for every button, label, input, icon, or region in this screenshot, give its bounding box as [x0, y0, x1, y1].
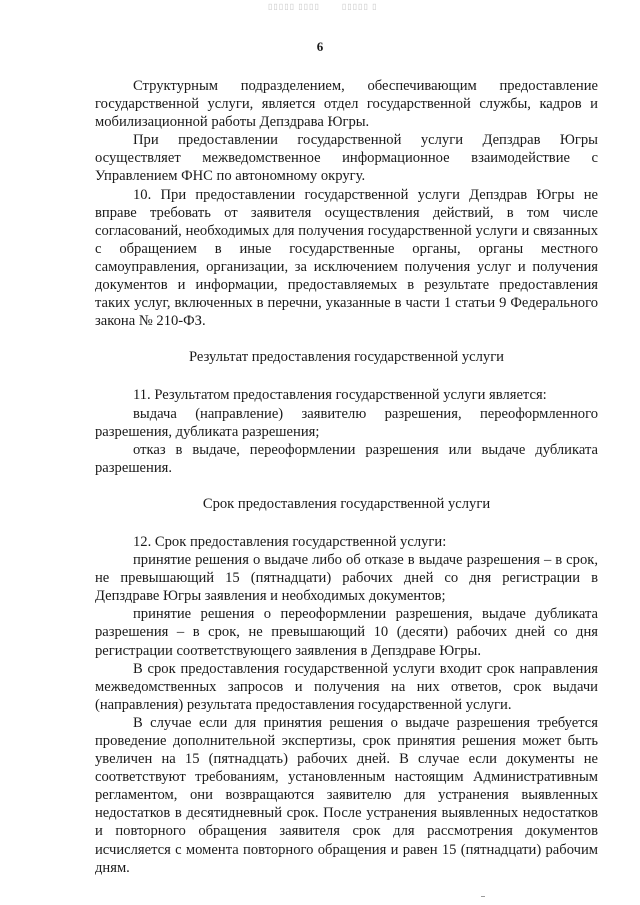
- scan-header-mark: [268, 2, 378, 12]
- paragraph-result-refusal: отказ в выдаче, переоформлении разрешения или выдаче дубликата разрешения.: [95, 441, 598, 476]
- scan-header-mark-left: ▯▯▯▯▯ ▯▯▯▯: [268, 2, 320, 11]
- paragraph-item-10: 10. При предоставлении государственной услуги Депздрав Югры не вправе требовать от заявителя осуществления действий, в том числе согласований, необходимых для получения государственной услуги и связанных с обращением в иные государственные органы, органы местного самоуправления, организации, за исключением получения услуг и получения документов и информации, предоставляемых в результате предоставления таких услуг, включенных в перечни, указанные в части 1 статьи 9 Федерального закона № 210-ФЗ.: [95, 186, 598, 330]
- scan-artifact: [481, 896, 485, 897]
- paragraph-term-includes: В срок предоставления государственной услуги входит срок направления межведомственных запросов и получения на них ответов, срок выдачи (направления) результата предоставления государственной услуги.: [95, 660, 598, 713]
- section-heading-term: Срок предоставления государственной услуги: [202, 495, 491, 512]
- paragraph-result-issuance: выдача (направление) заявителю разрешения, переоформленного разрешения, дубликата разрешения;: [95, 405, 598, 440]
- paragraph-term-extension: В случае если для принятия решения о выдаче разрешения требуется проведение дополнительной экспертизы, срок принятия решения может быть увеличен на 15 (пятнадцать) рабочих дней. В случае если документы не соответствуют требованиям, установленным настоящим Административным регламентом, они возвращаются заявителю для устранения выявленных недостатков в десятидневный срок. После устранения выявленных недостатков и повторного обращения заявителя срок для рассмотрения документов исчисляется с момента повторного обращения и равен 15 (пятнадцати) рабочим дням.: [95, 714, 598, 876]
- section-heading-result: Результат предоставления государственной услуги: [189, 349, 504, 366]
- scan-header-mark-right: ▯▯▯▯▯ ▯: [341, 2, 378, 11]
- paragraph-interagency-interaction: При предоставлении государственной услуги Депздрав Югры осуществляет межведомственное информационное взаимодействие с Управлением ФНС по автономному округу.: [95, 132, 598, 185]
- section-spacer: [95, 330, 598, 348]
- section-spacer: [95, 366, 598, 386]
- document-body: [95, 77, 598, 877]
- paragraph-item-12: 12. Срок предоставления государственной услуги:: [133, 533, 447, 550]
- page-number: 6: [316, 39, 324, 54]
- section-spacer: [95, 513, 598, 533]
- paragraph-structural-unit: Структурным подразделением, обеспечивающим предоставление государственной услуги, является отдел государственной службы, кадров и мобилизационной работы Депздрава Югры.: [95, 78, 598, 131]
- paragraph-term-decision: принятие решения о выдаче либо об отказе в выдаче разрешения – в срок, не превышающий 15 (пятнадцати) рабочих дней со дня регистрации в Депздраве Югры заявления и необходимых документов;: [95, 552, 598, 605]
- paragraph-term-reissue: принятие решения о переоформлении разрешения, выдаче дубликата разрешения – в срок, не превышающий 10 (десяти) рабочих дней со дня регистрации соответствующего заявления в Депздраве Югры.: [95, 606, 598, 659]
- paragraph-item-11: 11. Результатом предоставления государственной услуги является:: [133, 387, 547, 404]
- section-spacer: [95, 477, 598, 495]
